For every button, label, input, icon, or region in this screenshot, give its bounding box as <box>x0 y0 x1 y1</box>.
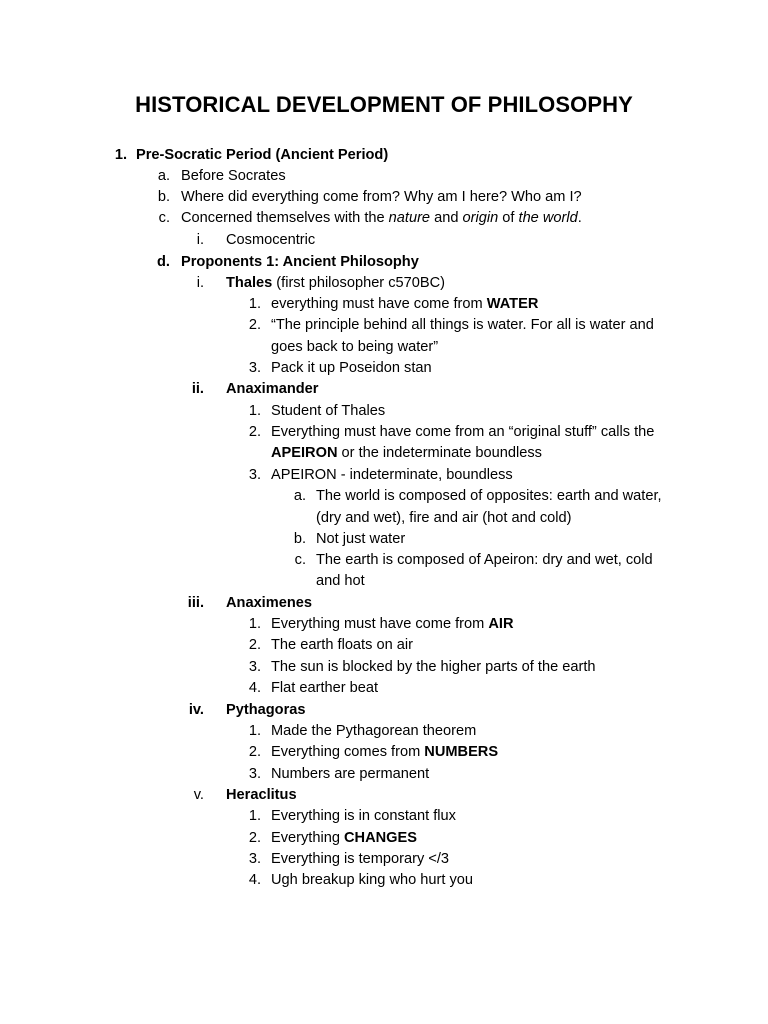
bold-run: NUMBERS <box>424 744 499 760</box>
list-item-text: Everything must have come from an “original stuff” calls the <box>271 424 655 440</box>
list-marker: 2. <box>248 424 261 440</box>
list-item-text: Pack it up Poseidon stan <box>271 360 432 376</box>
philosopher-heading <box>0 700 768 721</box>
list-item-text: Made the Pythagorean theorem <box>271 723 477 739</box>
list-marker: 4. <box>248 872 261 888</box>
list-item-text: Not just water <box>316 531 406 547</box>
philosopher-name: Heraclitus <box>226 787 297 803</box>
list-marker: d. <box>157 254 170 270</box>
list-item-text <box>271 614 514 635</box>
list-marker: b. <box>293 531 306 547</box>
italic-run: the world <box>518 210 578 226</box>
list-marker: 2. <box>248 744 261 760</box>
bold-run: WATER <box>486 296 539 312</box>
text-run: Everything <box>271 830 345 846</box>
list-marker: 1. <box>248 403 261 419</box>
list-marker: c. <box>294 552 306 568</box>
list-marker: a. <box>293 488 306 504</box>
list-item <box>0 187 768 208</box>
italic-run: origin <box>462 210 499 226</box>
list-marker: 3. <box>248 766 261 782</box>
list-item <box>0 358 768 379</box>
list-marker: ii. <box>191 381 204 397</box>
list-marker: iv. <box>188 702 204 718</box>
text-run: Everything must have come from <box>271 616 489 632</box>
list-marker: 3. <box>248 467 261 483</box>
philosopher-name: Anaximander <box>226 381 319 397</box>
list-item-text: goes back to being water” <box>271 339 439 355</box>
list-item-text <box>181 208 582 229</box>
list-item-text: Ugh breakup king who hurt you <box>271 872 474 888</box>
list-marker: 1. <box>248 808 261 824</box>
list-item-continuation <box>0 571 768 592</box>
list-item <box>0 764 768 785</box>
bold-run: APEIRON <box>271 445 338 461</box>
list-item <box>0 828 768 849</box>
list-item-text: The earth floats on air <box>271 637 413 653</box>
list-item-text <box>271 742 498 763</box>
bold-run: CHANGES <box>344 830 417 846</box>
list-marker: 1. <box>114 147 127 163</box>
list-item <box>0 208 768 229</box>
list-marker: 2. <box>248 637 261 653</box>
list-item-text <box>271 443 542 464</box>
philosopher-heading <box>0 379 768 400</box>
list-item <box>0 550 768 571</box>
list-marker: i. <box>196 232 204 248</box>
text-run: . <box>577 210 582 226</box>
philosopher-heading <box>0 273 768 294</box>
list-item-text <box>271 294 538 315</box>
list-item-text: “The principle behind all things is water. For all is water and <box>271 317 654 333</box>
list-marker: 1. <box>248 723 261 739</box>
italic-run: nature <box>388 210 431 226</box>
list-item-continuation <box>0 508 768 529</box>
list-marker: 1. <box>248 616 261 632</box>
list-item-continuation <box>0 337 768 358</box>
text-run: everything must have come from <box>271 296 487 312</box>
list-item-text: Where did everything come from? Why am I here? Who am I? <box>181 189 582 205</box>
philosopher-label <box>226 273 445 294</box>
text-run: or the indeterminate boundless <box>337 445 542 461</box>
text-run: Concerned themselves with the <box>181 210 389 226</box>
page-title: HISTORICAL DEVELOPMENT OF PHILOSOPHY <box>135 92 633 117</box>
list-item-text: Everything is in constant flux <box>271 808 456 824</box>
list-item-text: The sun is blocked by the higher parts of the earth <box>271 659 596 675</box>
list-item <box>0 230 768 251</box>
list-item <box>0 849 768 870</box>
list-item <box>0 614 768 635</box>
list-marker: a. <box>157 168 170 184</box>
list-item-text: and hot <box>316 573 365 589</box>
list-item-text: Cosmocentric <box>226 232 316 248</box>
philosopher-heading <box>0 593 768 614</box>
list-item-text: Everything is temporary </3 <box>271 851 450 867</box>
list-item <box>0 806 768 827</box>
list-item-text: Student of Thales <box>271 403 386 419</box>
philosopher-heading <box>0 785 768 806</box>
list-marker: 3. <box>248 659 261 675</box>
list-marker: 2. <box>248 830 261 846</box>
section-heading <box>0 145 768 166</box>
list-item <box>0 315 768 336</box>
list-marker: iii. <box>187 595 204 611</box>
philosopher-name: Pythagoras <box>226 702 306 718</box>
list-item <box>0 422 768 443</box>
list-marker: v. <box>193 787 204 803</box>
list-item <box>0 465 768 486</box>
list-item <box>0 529 768 550</box>
list-item-text: Before Socrates <box>181 168 286 184</box>
list-item <box>0 401 768 422</box>
list-item-text: Proponents 1: Ancient Philosophy <box>181 254 419 270</box>
philosopher-name: Anaximenes <box>226 595 312 611</box>
list-item <box>0 870 768 891</box>
list-item <box>0 742 768 763</box>
list-marker: 1. <box>248 296 261 312</box>
list-item <box>0 252 768 273</box>
list-item <box>0 294 768 315</box>
list-item <box>0 486 768 507</box>
text-run: of <box>498 210 519 226</box>
text-run: Everything comes from <box>271 744 425 760</box>
section-label: Pre-Socratic Period (Ancient Period) <box>136 147 389 163</box>
list-item <box>0 657 768 678</box>
list-item-text: The earth is composed of Apeiron: dry and wet, cold <box>316 552 653 568</box>
philosopher-note: (first philosopher c570BC) <box>272 275 446 291</box>
list-item-text: Flat earther beat <box>271 680 379 696</box>
list-item <box>0 166 768 187</box>
list-marker: 2. <box>248 317 261 333</box>
list-item-text: (dry and wet), fire and air (hot and cold) <box>316 510 572 526</box>
list-item <box>0 635 768 656</box>
list-item <box>0 721 768 742</box>
list-item-text: APEIRON - indeterminate, boundless <box>271 467 513 483</box>
list-marker: 3. <box>248 360 261 376</box>
list-marker: 4. <box>248 680 261 696</box>
text-run: and <box>430 210 463 226</box>
bold-run: AIR <box>488 616 514 632</box>
list-item-text: Numbers are permanent <box>271 766 430 782</box>
list-item-continuation <box>0 443 768 464</box>
philosopher-name: Thales <box>226 275 273 291</box>
list-marker: i. <box>196 275 204 291</box>
list-item-text: The world is composed of opposites: earth and water, <box>316 488 662 504</box>
list-item <box>0 678 768 699</box>
list-marker: b. <box>157 189 170 205</box>
list-marker: c. <box>158 210 170 226</box>
list-item-text <box>271 828 417 849</box>
list-marker: 3. <box>248 851 261 867</box>
